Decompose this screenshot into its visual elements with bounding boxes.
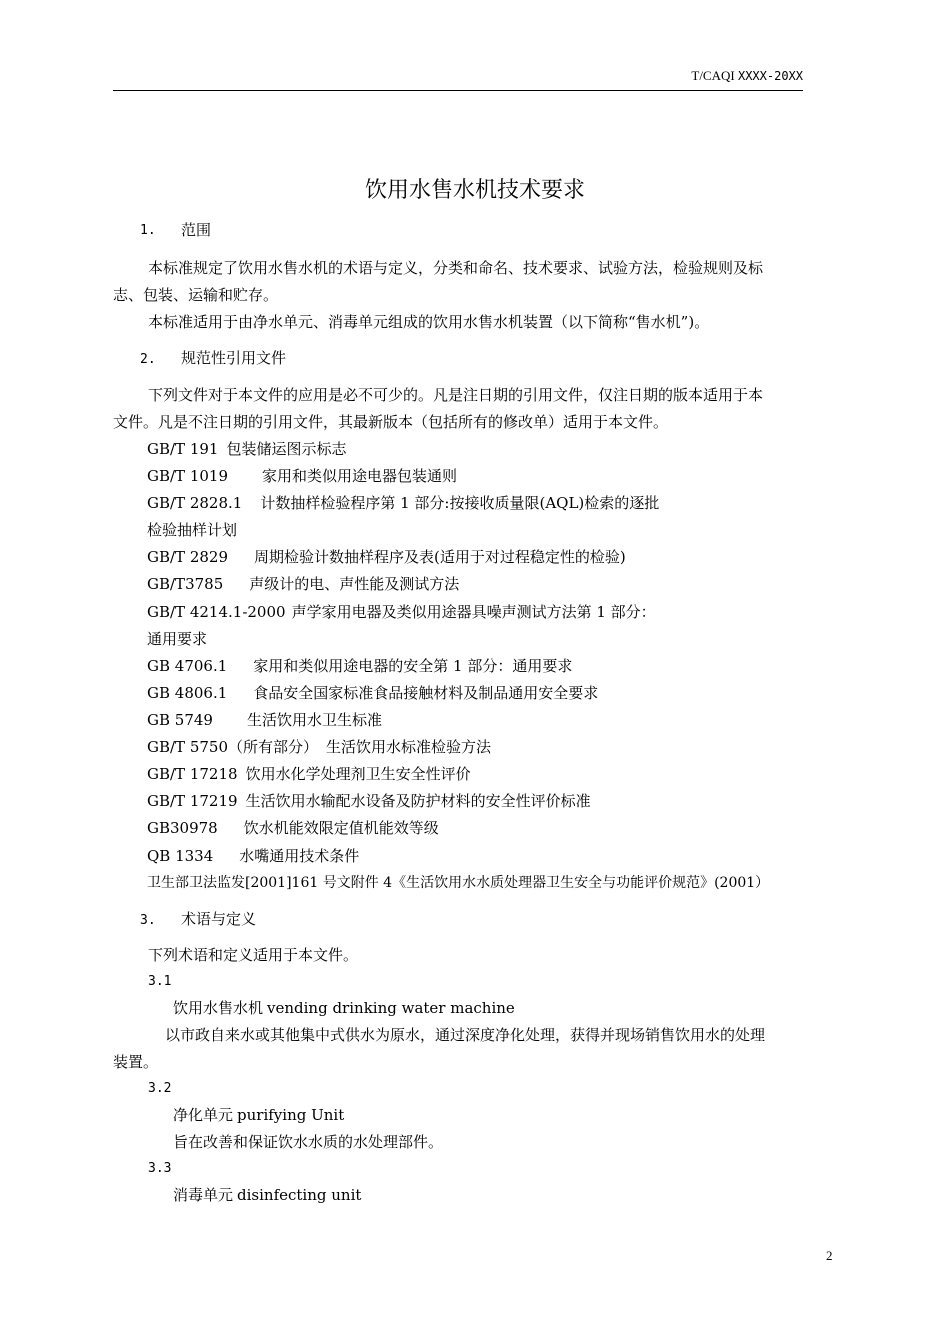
reference-item <box>147 710 382 730</box>
reference-item <box>147 656 572 676</box>
reference-title: 《生活饮用水水质处理器卫生安全与功能评价规范》(2001） <box>392 875 770 891</box>
reference-item <box>147 547 626 567</box>
page-number: 2 <box>826 1248 833 1263</box>
definition-3-2-text: 旨在改善和保证饮水水质的水处理部件。 <box>173 1133 444 1151</box>
section-2-number: 2. <box>140 352 156 367</box>
reference-code: GB 5749 <box>147 711 213 729</box>
reference-title: 生活饮用水输配水设备及防护材料的安全性评价标准 <box>245 792 591 810</box>
header-standard-prefix: T/CAQI <box>691 68 735 83</box>
section-2-heading: 规范性引用文件 <box>181 349 287 367</box>
reference-code: GB/T 17219 <box>147 792 238 810</box>
reference-code: GB30978 <box>147 819 218 837</box>
reference-item <box>147 629 207 649</box>
section-1-para-2: 本标准适用于由净水单元、消毒单元组成的饮用水售水机装置（以下简称“售水机”)。 <box>148 313 710 331</box>
definition-3-2-term: 净化单元 <box>173 1106 234 1124</box>
reference-title: 食品安全国家标准食品接触材料及制品通用安全要求 <box>253 684 599 702</box>
reference-code: GB 4706.1 <box>147 657 228 675</box>
section-3-heading: 术语与定义 <box>181 910 257 928</box>
reference-item <box>147 574 459 594</box>
reference-title: 声级计的电、声性能及测试方法 <box>249 575 460 593</box>
definition-3-1-number: 3.1 <box>148 974 172 989</box>
definition-3-2-number: 3.2 <box>148 1081 172 1096</box>
definition-3-3-term: 消毒单元 <box>173 1186 234 1204</box>
reference-title: 周期检验计数抽样程序及表(适用于对过程稳定性的检验) <box>254 548 626 566</box>
reference-title: 计数抽样检验程序第 1 部分:按接收质量限(AQL)检索的逐批 <box>260 494 660 512</box>
section-3-number: 3. <box>140 913 156 928</box>
reference-item <box>147 737 491 757</box>
reference-code: GB/T 2828.1 <box>147 494 243 512</box>
reference-item <box>147 873 769 893</box>
reference-title: 家用和类似用途电器包装通则 <box>262 467 458 485</box>
definition-3-1-term: 饮用水售水机 <box>173 999 264 1017</box>
reference-item <box>147 493 659 513</box>
reference-code: QB 1334 <box>147 847 214 865</box>
reference-item <box>147 520 237 540</box>
reference-title: 生活饮用水标准检验方法 <box>326 738 492 756</box>
definition-3-1-english: vending drinking water machine <box>267 999 515 1017</box>
reference-item <box>147 791 591 811</box>
section-3-intro: 下列术语和定义适用于本文件。 <box>148 946 359 964</box>
section-1-number: 1. <box>140 223 156 238</box>
definition-3-3-term-line <box>173 1185 361 1205</box>
definition-3-2-english: purifying Unit <box>237 1106 345 1124</box>
section-2-para-line-1: 下列文件对于本文件的应用是必不可少的。凡是注日期的引用文件，仅注日期的版本适用于本 <box>148 386 764 404</box>
reference-code: GB/T 17218 <box>147 765 238 783</box>
header-standard-code: XXXX-20XX <box>737 69 803 83</box>
document-title: 饮用水售水机技术要求 <box>364 178 585 203</box>
reference-item <box>147 846 359 866</box>
reference-title: 家用和类似用途电器的安全第 1 部分：通用要求 <box>253 657 573 675</box>
reference-code: GB/T 1019 <box>147 467 229 485</box>
reference-title: 声学家用电器及类似用途器具噪声测试方法第 1 部分： <box>291 603 656 621</box>
definition-3-2-term-line <box>173 1105 344 1125</box>
reference-title: 通用要求 <box>147 630 208 648</box>
reference-item <box>147 818 439 838</box>
reference-title: 饮用水化学处理剂卫生安全性评价 <box>245 765 471 783</box>
reference-code: GB/T 191 <box>147 440 219 458</box>
section-1-heading: 范围 <box>181 221 212 239</box>
page-header <box>113 68 803 91</box>
reference-title: 饮水机能效限定值机能效等级 <box>243 819 439 837</box>
definition-3-1-term-line <box>173 998 515 1018</box>
reference-title: 生活饮用水卫生标准 <box>246 711 382 729</box>
section-1-para-1-line-1: 本标准规定了饮用水售水机的术语与定义，分类和命名、技术要求、试验方法，检验规则及标 <box>148 259 764 277</box>
definition-3-1-text-line-1: 以市政自来水或其他集中式供水为原水，通过深度净化处理，获得并现场销售饮用水的处理 <box>165 1026 766 1044</box>
reference-title: 检验抽样计划 <box>147 521 238 539</box>
section-1-para-1-line-2: 志、包装、运输和贮存。 <box>113 286 279 304</box>
reference-code: GB/T 2829 <box>147 548 229 566</box>
definition-3-3-number: 3.3 <box>148 1161 172 1176</box>
reference-item <box>147 466 457 486</box>
reference-title: 包装储运图示标志 <box>226 440 347 458</box>
reference-item <box>147 439 346 459</box>
reference-item <box>147 764 471 784</box>
reference-code: GB/T 5750（所有部分） <box>147 738 319 756</box>
reference-code: GB 4806.1 <box>147 684 228 702</box>
definition-3-3-english: disinfecting unit <box>237 1186 362 1204</box>
reference-code: GB/T 4214.1-2000 <box>147 603 286 621</box>
definition-3-1-text-line-2: 装置。 <box>113 1053 159 1071</box>
reference-code: GB/T3785 <box>147 575 224 593</box>
reference-title: 水嘴通用技术条件 <box>239 847 360 865</box>
section-2-para-line-2: 文件。凡是不注日期的引用文件，其最新版本（包括所有的修改单）适用于本文件。 <box>113 413 669 431</box>
reference-code: 卫生部卫法监发[2001]161 号文附件 4 <box>147 875 393 891</box>
reference-item <box>147 602 656 622</box>
reference-item <box>147 683 598 703</box>
